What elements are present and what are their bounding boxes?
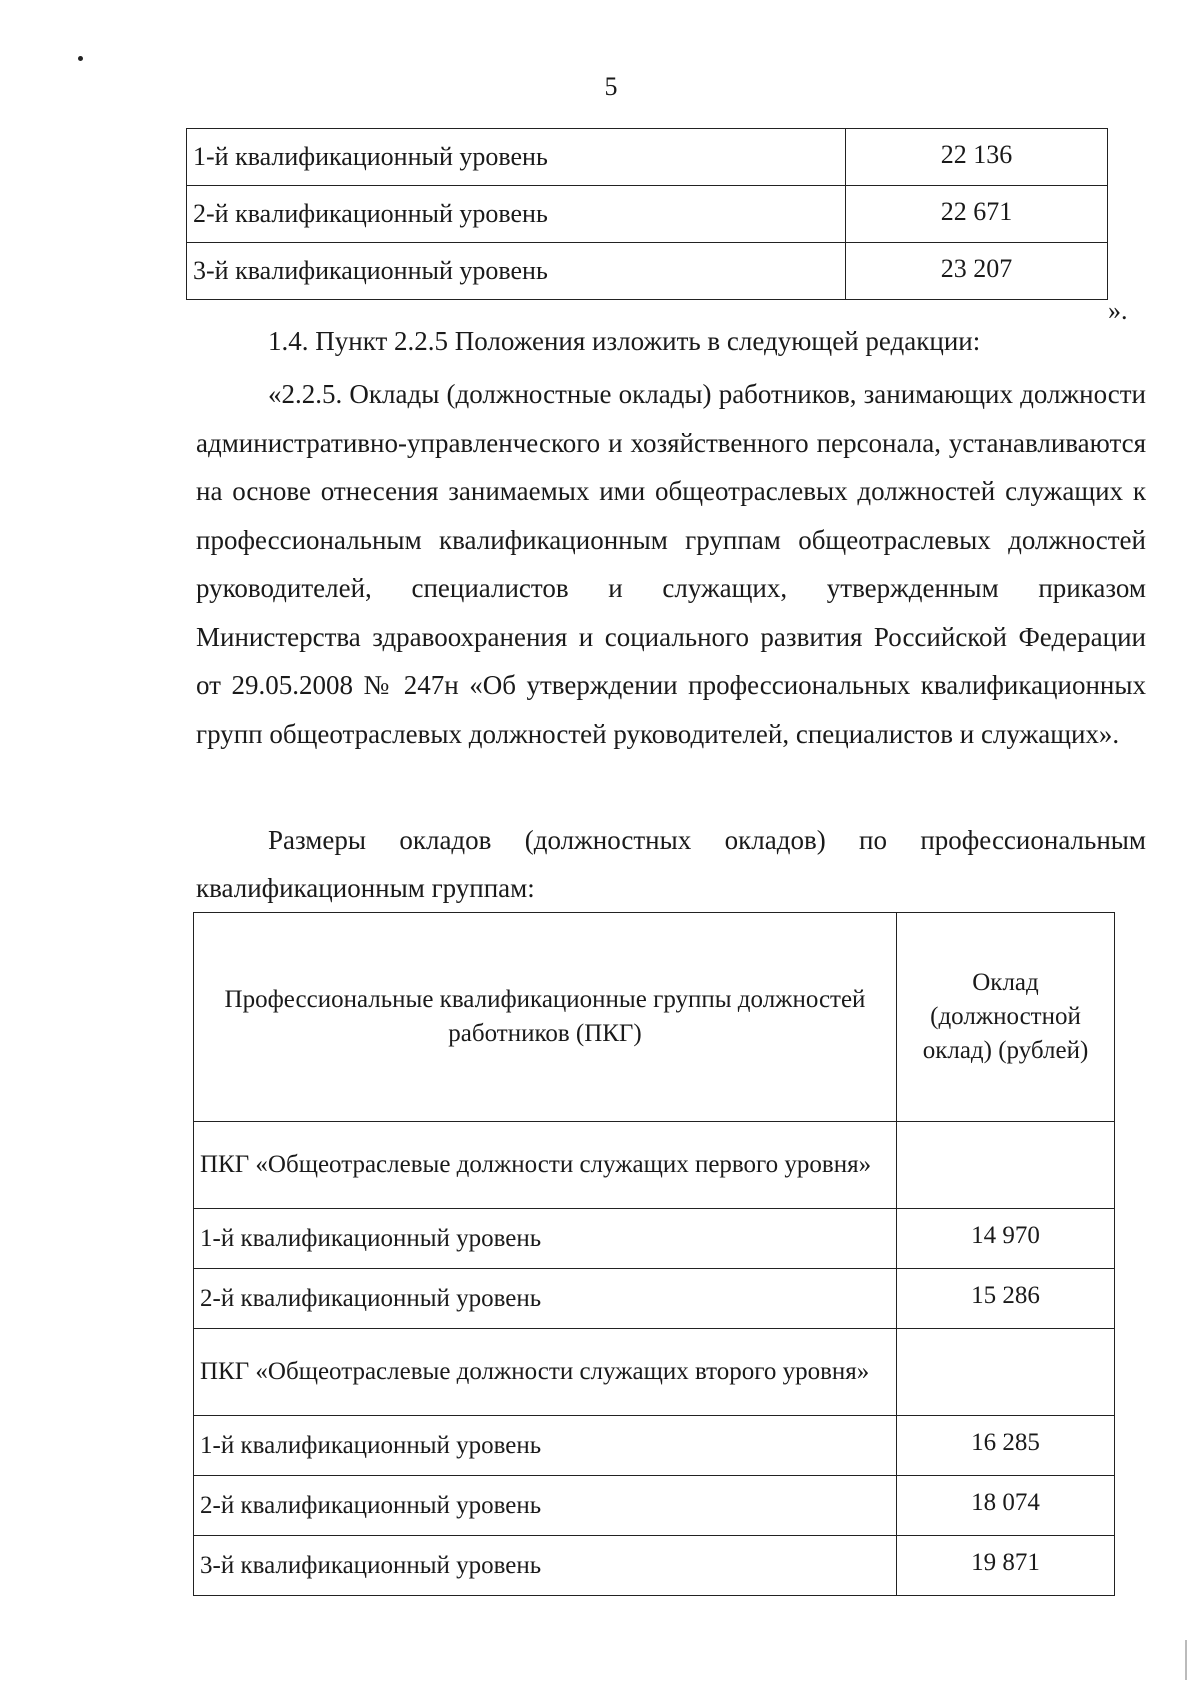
paragraph-1-4: 1.4. Пункт 2.2.5 Положения изложить в следующей редакции: — [268, 326, 981, 356]
table-row — [194, 1209, 1115, 1269]
salary-value: 14 970 — [897, 1209, 1115, 1269]
salary-value: 15 286 — [897, 1269, 1115, 1329]
scan-dot — [78, 56, 83, 61]
salary-table-continued — [186, 128, 1108, 300]
paragraph-salary-sizes: Размеры окладов (должностных окладов) по профессиональным квалификационным группам: — [196, 825, 1146, 903]
table-row — [194, 1536, 1115, 1596]
salary-value: 18 074 — [897, 1476, 1115, 1536]
level-label: 1-й квалификационный уровень — [194, 1416, 897, 1476]
level-label: 2-й квалификационный уровень — [194, 1269, 897, 1329]
table-row — [194, 1269, 1115, 1329]
closing-quote: ». — [1108, 296, 1128, 325]
level-label: 3-й квалификационный уровень — [187, 243, 846, 300]
level-label: 2-й квалификационный уровень — [187, 186, 846, 243]
level-label: 3-й квалификационный уровень — [194, 1536, 897, 1596]
table-row — [194, 1476, 1115, 1536]
table-row — [187, 129, 1108, 186]
group-row — [194, 1122, 1115, 1209]
page-number: 5 — [604, 72, 618, 101]
empty-cell — [897, 1329, 1115, 1416]
scan-margin-mark — [1185, 1640, 1187, 1680]
group-row — [194, 1329, 1115, 1416]
salary-value: 22 136 — [846, 129, 1108, 186]
table-header-row — [194, 913, 1115, 1122]
level-label: 2-й квалификационный уровень — [194, 1476, 897, 1536]
header-salary: Оклад (должностной оклад) (рублей) — [897, 913, 1115, 1122]
group-title: ПКГ «Общеотраслевые должности служащих первого уровня» — [194, 1122, 897, 1209]
salary-value: 19 871 — [897, 1536, 1115, 1596]
level-label: 1-й квалификационный уровень — [194, 1209, 897, 1269]
table-row — [187, 186, 1108, 243]
level-label: 1-й квалификационный уровень — [187, 129, 846, 186]
salary-value: 16 285 — [897, 1416, 1115, 1476]
table-row — [187, 243, 1108, 300]
table-row — [194, 1416, 1115, 1476]
salary-value: 23 207 — [846, 243, 1108, 300]
group-title: ПКГ «Общеотраслевые должности служащих второго уровня» — [194, 1329, 897, 1416]
salary-value: 22 671 — [846, 186, 1108, 243]
header-groups: Профессиональные квалификационные группы должностей работников (ПКГ) — [194, 913, 897, 1122]
empty-cell — [897, 1122, 1115, 1209]
salary-table — [193, 912, 1115, 1596]
paragraph-2-2-5: «2.2.5. Оклады (должностные оклады) работников, занимающих должности административно-управленческого и хозяйственного персонала, устанавливаются на основе отнесения занимаемых ими общеотраслевых должностей служащих к профессиональным квалификационным группам общеотраслевых должностей руководителей, специалистов и служащих, утвержденным приказом Министерства здравоохранения и социального развития Российской Федерации от 29.05.2008 № 247н «Об утверждении профессиональных квалификационных групп общеотраслевых должностей руководителей, специалистов и служащих». — [196, 379, 1146, 749]
